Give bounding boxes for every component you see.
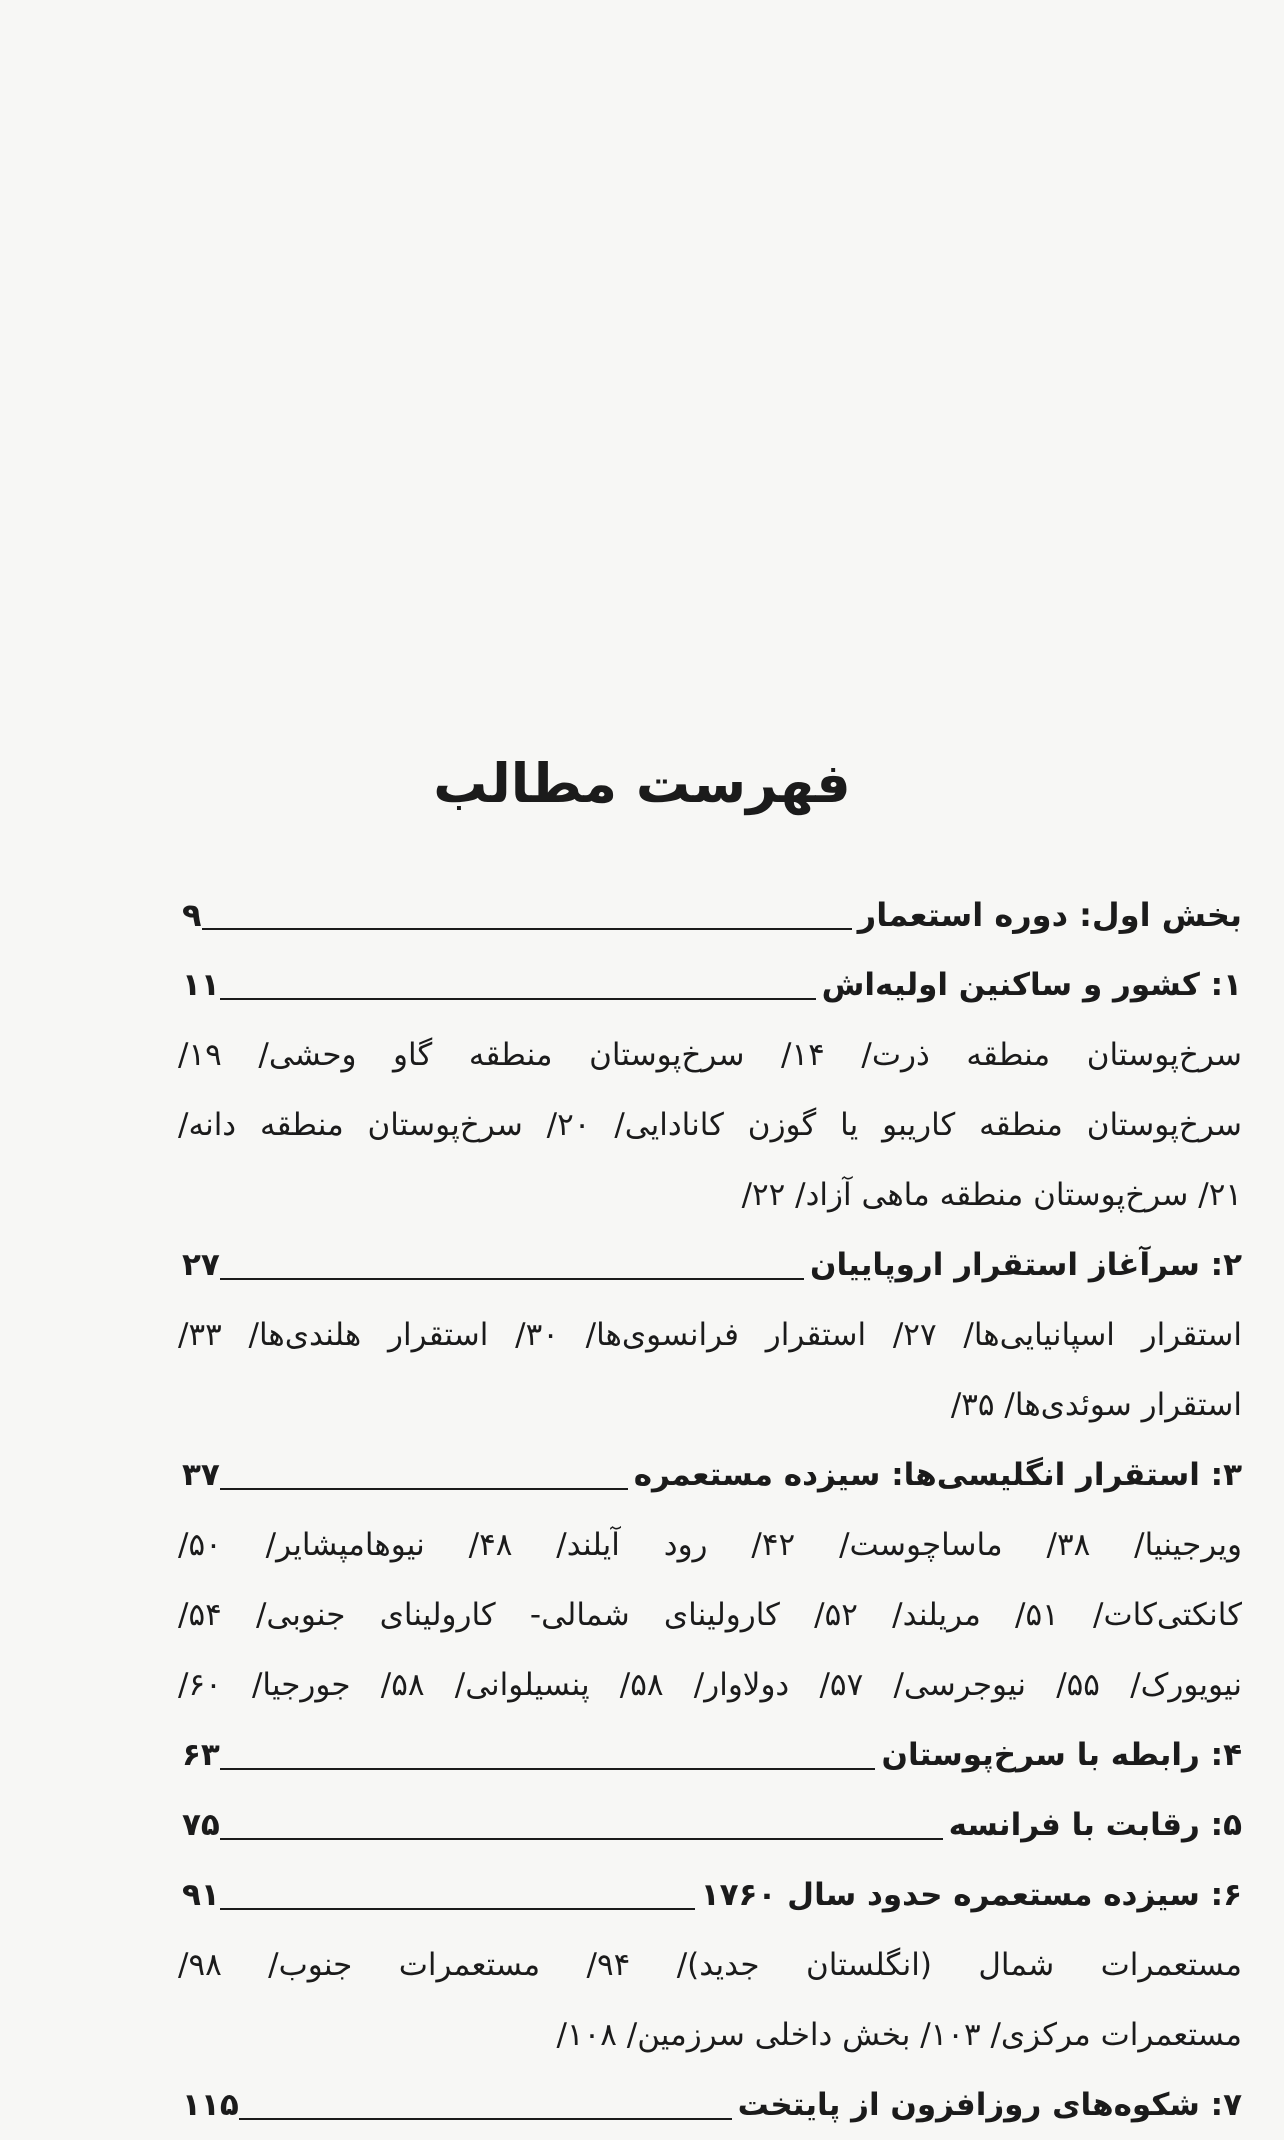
toc-leader-line <box>202 928 852 930</box>
toc-part-entry <box>178 880 1242 950</box>
toc-leader-line <box>220 1908 695 1910</box>
toc-chapter-label: ۷: شکوه‌های روزافزون از پایتخت <box>737 2087 1242 2123</box>
toc-leader-line <box>220 998 816 1000</box>
toc-page-number: ۶۳ <box>182 1737 220 1773</box>
toc-page-number: ۷۵ <box>182 1807 220 1843</box>
toc-chapter-entry <box>178 1720 1242 1790</box>
toc-chapter-label: ۳: استقرار انگلیسی‌ها: سیزده مستعمره <box>633 1457 1242 1493</box>
toc-chapter-entry <box>178 1860 1242 1930</box>
toc-subsection-line: سرخ‌پوستان منطقه ذرت/ ۱۴/ سرخ‌پوستان منطقه گاو وحشی/ ۱۹/ <box>178 1037 1242 1073</box>
toc-subsection-line: ویرجینیا/ ۳۸/ ماساچوست/ ۴۲/ رود آیلند/ ۴۸/ نیوهامپشایر/ ۵۰/ <box>178 1527 1242 1563</box>
toc-subsection-line: مستعمرات شمال (انگلستان جدید)/ ۹۴/ مستعمرات جنوب/ ۹۸/ <box>178 1947 1242 1983</box>
toc-page-number: ۹ <box>182 896 202 934</box>
toc-chapter-label: ۶: سیزده مستعمره حدود سال ۱۷۶۰ <box>700 1877 1242 1913</box>
toc-chapter-entry <box>178 1790 1242 1860</box>
toc-chapter-entry <box>178 2070 1242 2140</box>
toc-leader-line <box>220 1838 943 1840</box>
toc-leader-line <box>220 1488 628 1490</box>
toc-chapter-entry <box>178 1230 1242 1300</box>
toc-subsection-line: نیویورک/ ۵۵/ نیوجرسی/ ۵۷/ دولاوار/ ۵۸/ پنسیلوانی/ ۵۸/ جورجیا/ ۶۰/ <box>178 1667 1242 1703</box>
toc-chapter-label: ۱: کشور و ساکنین اولیه‌اش <box>821 967 1242 1003</box>
toc-chapter-entry <box>178 1440 1242 1510</box>
toc-leader-line <box>220 1278 804 1280</box>
toc-subsection-line: کانکتی‌کات/ ۵۱/ مریلند/ ۵۲/ کارولینای شمالی- کارولینای جنوبی/ ۵۴/ <box>178 1597 1242 1633</box>
toc-leader-line <box>239 2118 732 2120</box>
toc-chapter-label: ۴: رابطه با سرخ‌پوستان <box>881 1737 1242 1773</box>
toc-chapter-entry <box>178 950 1242 1020</box>
toc-subsection-line: ۲۱/ سرخ‌پوستان منطقه ماهی آزاد/ ۲۲/ <box>741 1177 1242 1213</box>
toc-subsection-line: استقرار سوئدی‌ها/ ۳۵/ <box>950 1387 1242 1423</box>
toc-chapter-label: ۲: سرآغاز استقرار اروپاییان <box>809 1247 1242 1283</box>
toc-subsection-line: مستعمرات مرکزی/ ۱۰۳/ بخش داخلی سرزمین/ ۱۰۸/ <box>556 2017 1242 2053</box>
toc-page-number: ۹۱ <box>182 1877 220 1913</box>
toc-leader-line <box>220 1768 876 1770</box>
page-title: فهرست مطالب <box>433 752 851 815</box>
toc-page-number: ۳۷ <box>182 1457 220 1493</box>
toc-page-number: ۲۷ <box>182 1247 220 1283</box>
table-of-contents <box>178 880 1242 2140</box>
toc-subsection-line: استقرار اسپانیایی‌ها/ ۲۷/ استقرار فرانسوی‌ها/ ۳۰/ استقرار هلندی‌ها/ ۳۳/ <box>178 1317 1242 1353</box>
toc-page-number: ۱۱ <box>182 967 220 1003</box>
toc-subsection-line: سرخ‌پوستان منطقه کاریبو یا گوزن کانادایی/ ۲۰/ سرخ‌پوستان منطقه دانه/ <box>178 1107 1242 1143</box>
toc-part-label: بخش اول: دوره استعمار <box>857 896 1242 934</box>
toc-chapter-label: ۵: رقابت با فرانسه <box>948 1807 1242 1843</box>
toc-page-number: ۱۱۵ <box>182 2087 239 2123</box>
